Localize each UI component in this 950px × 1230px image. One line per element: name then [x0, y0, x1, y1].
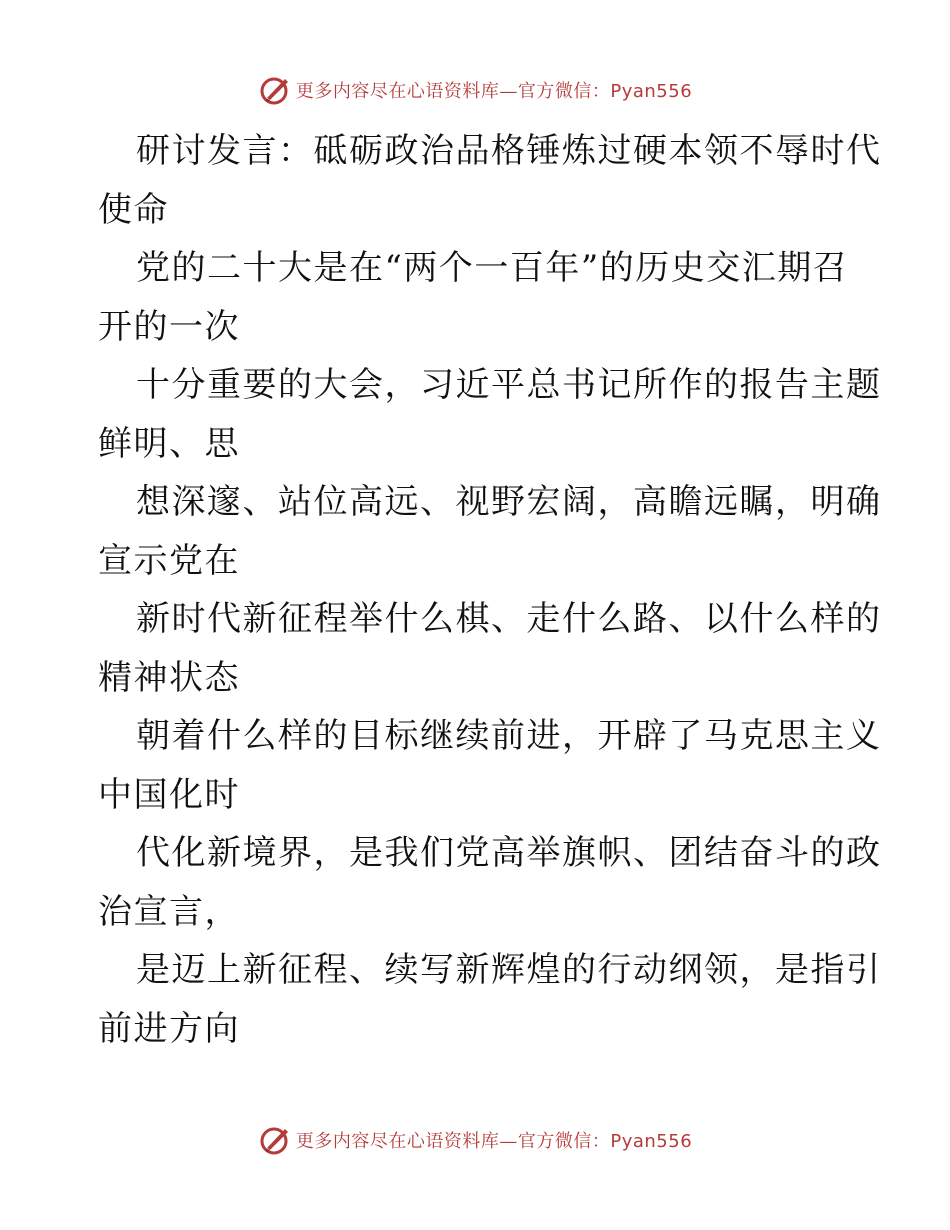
paragraph-line: 精神状态: [98, 657, 240, 698]
header-wechat-id: Pyan556: [610, 81, 693, 102]
footer-banner-label: 更多内容尽在心语资料库—官方微信：: [295, 1131, 611, 1152]
paragraph: [98, 824, 882, 941]
footer-wechat-id: Pyan556: [610, 1131, 693, 1152]
paragraph-line: 想深邃、站位高远、视野宏阔，高瞻远瞩，明确: [136, 482, 882, 522]
paragraph: [98, 122, 882, 239]
paragraph: [98, 707, 882, 824]
paragraph-line: 新时代新征程举什么棋、走什么路、以什么样的: [136, 599, 882, 639]
paragraph-line: 宣示党在: [98, 540, 240, 581]
paragraph-line: 代化新境界，是我们党高举旗帜、团结奋斗的政: [136, 833, 882, 873]
header-banner-label: 更多内容尽在心语资料库—官方微信：: [295, 81, 611, 102]
header-banner-text: [296, 77, 692, 103]
paragraph-line: 鲜明、思: [98, 423, 240, 464]
paragraph-line: 开的一次: [98, 306, 240, 347]
paragraph: [98, 590, 882, 707]
paragraph-line: 朝着什么样的目标继续前进，开辟了马克思主义: [136, 716, 882, 756]
quill-logo-icon: [258, 1123, 292, 1157]
paragraph-line: 中国化时: [98, 774, 240, 815]
paragraph: [98, 356, 882, 473]
paragraph-line: 治宣言，: [98, 891, 240, 932]
paragraph-line: 是迈上新征程、续写新辉煌的行动纲领，是指引: [136, 950, 882, 990]
paragraph: [98, 941, 882, 1058]
paragraph-line: 党的二十大是在“两个一百年”的历史交汇期召: [136, 248, 849, 288]
paragraph-line: 十分重要的大会，习近平总书记所作的报告主题: [136, 365, 882, 405]
paragraph-line: 研讨发言：砥砺政治品格锤炼过硬本领不辱时代: [136, 131, 882, 171]
paragraph-line: 前进方向: [98, 1008, 240, 1049]
paragraph: [98, 473, 882, 590]
footer-banner-text: [296, 1127, 692, 1153]
header-banner: [0, 70, 950, 110]
quill-logo-icon: [258, 73, 292, 107]
paragraph: [98, 239, 858, 356]
document-body: [98, 122, 882, 1058]
footer-banner: [0, 1120, 950, 1160]
paragraph-line: 使命: [98, 189, 169, 230]
